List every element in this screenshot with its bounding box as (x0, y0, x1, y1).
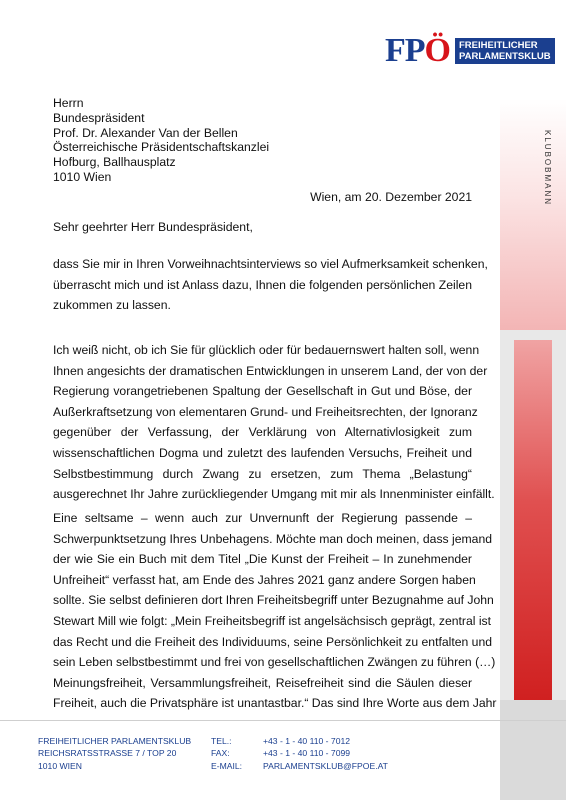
footer-contact-labels (211, 735, 266, 772)
text-line: überrascht mich und ist Anlass dazu, Ihnen die folgenden persönlichen Zeilen (53, 277, 472, 292)
side-label: KLUBOBMANN (543, 130, 552, 207)
recipient-line: Prof. Dr. Alexander Van der Bellen (53, 125, 238, 140)
text-line: Stewart Mill wie folgt: „Mein Freiheitsbegriff ist angelsächsisch geprägt, zentral ist (53, 613, 492, 628)
text-line: Eine seltsame – wenn auch zur Unvernunft der Regierung passende – (53, 511, 472, 525)
text-line: sollte. Sie selbst definieren dort Ihren Freiheitsbegriff unter Bezugnahme auf John (53, 593, 494, 608)
band-red-stripe (514, 340, 552, 700)
logo-subtitle (455, 38, 555, 64)
footer-address (38, 735, 208, 772)
recipient-line: 1010 Wien (53, 169, 112, 184)
decorative-side-band (500, 0, 566, 800)
logo-sub-line1: FREIHEITLICHER (459, 40, 538, 51)
recipient-line: Hofburg, Ballhausplatz (53, 155, 176, 170)
recipient-line: Herrn (53, 96, 84, 110)
footer-label-email: E-MAIL: (211, 760, 243, 771)
text-line: sein Leben selbstbestimmt und frei von gesellschaftlichen Zwängen zu führen (…) (53, 655, 496, 670)
recipient-address (53, 96, 269, 185)
body-paragraph-3 (53, 508, 497, 714)
footer-contact-values (263, 735, 463, 772)
logo-mark (385, 34, 450, 68)
footer-email-link[interactable]: PARLAMENTSKLUB@FPOE.AT (263, 760, 388, 771)
footer-phone: +43 - 1 - 40 110 - 7012 (263, 736, 351, 746)
body-paragraph-2 (53, 340, 495, 505)
text-line: Selbstbestimmung durch Zwang zu ersetzen, zum Thema „Belastung“ (53, 466, 472, 481)
text-line: Ich weiß nicht, ob ich Sie für glücklich oder für bedauernswert halten soll, wenn (53, 343, 480, 357)
footer-address-line: FREIHEITLICHER PARLAMENTSKLUB (38, 736, 192, 746)
footer-address-line: 1010 WIEN (38, 760, 82, 771)
text-line: gegenüber der Verfassung, der Verklärung von Alternativlosigkeit zum (53, 425, 472, 440)
text-line: dass Sie mir in Ihren Vorweihnachtsinterviews so viel Aufmerksamkeit schenken, (53, 257, 488, 271)
text-line: Meinungsfreiheit, Versammlungsfreiheit, Reisefreiheit sind die Säulen dieser (53, 675, 472, 690)
band-bottom (500, 700, 566, 800)
text-line: das Recht und die Freiheit des Individuums, seine Persönlichkeit zu entfalten und (53, 634, 493, 649)
text-line: wissenschaftlichen Dogma und zuletzt des laufenden Versuchs, Freiheit und (53, 445, 472, 460)
text-line: ausgerechnet Ihr Jahre zurückliegender Umgang mit mir als Innenminister einfällt. (53, 487, 495, 502)
logo-letters: FP (385, 32, 425, 69)
text-line: Schwerpunktsetzung Ihres Unbehagens. Möchte man doch meinen, dass jemand (53, 531, 493, 546)
body-paragraph-1 (53, 254, 488, 316)
footer-label-tel: TEL.: (211, 736, 232, 746)
footer-fax: +43 - 1 - 40 110 - 7099 (263, 748, 351, 759)
footer-divider (0, 720, 566, 721)
date-line: Wien, am 20. Dezember 2021 (310, 190, 472, 204)
text-line: Freiheit, auch die Privatsphäre ist unantastbar.“ Das sind Ihre Worte aus dem Jahr (53, 696, 497, 711)
text-line: Unfreiheit“ verfasst hat, am Ende des Jahres 2021 ganz andere Sorgen haben (53, 572, 476, 587)
text-line: Außerkraftsetzung von elementaren Grund- und Freiheitsrechten, der Ignoranz (53, 404, 478, 419)
text-line: Regierung vorangetriebenen Spaltung der Gesellschaft in Gut und Böse, der (53, 384, 472, 399)
logo-letter-o: Ö (424, 32, 450, 69)
recipient-line: Österreichische Präsidentschaftskanzlei (53, 140, 270, 155)
party-logo (385, 33, 555, 69)
salutation: Sehr geehrter Herr Bundespräsident, (53, 220, 253, 234)
logo-sub-line2: PARLAMENTSKLUB (459, 51, 551, 62)
footer-label-fax: FAX: (211, 748, 230, 759)
footer-address-line: REICHSRATSSTRASSE 7 / TOP 20 (38, 748, 177, 759)
text-line: Ihnen angesichts der dramatischen Entwicklungen in unserem Land, der von der (53, 363, 488, 378)
text-line: der wie Sie ein Buch mit dem Titel „Die Kunst der Freiheit – In zunehmender (53, 552, 472, 567)
text-line: zukommen zu lassen. (53, 298, 171, 313)
recipient-line: Bundespräsident (53, 110, 145, 125)
